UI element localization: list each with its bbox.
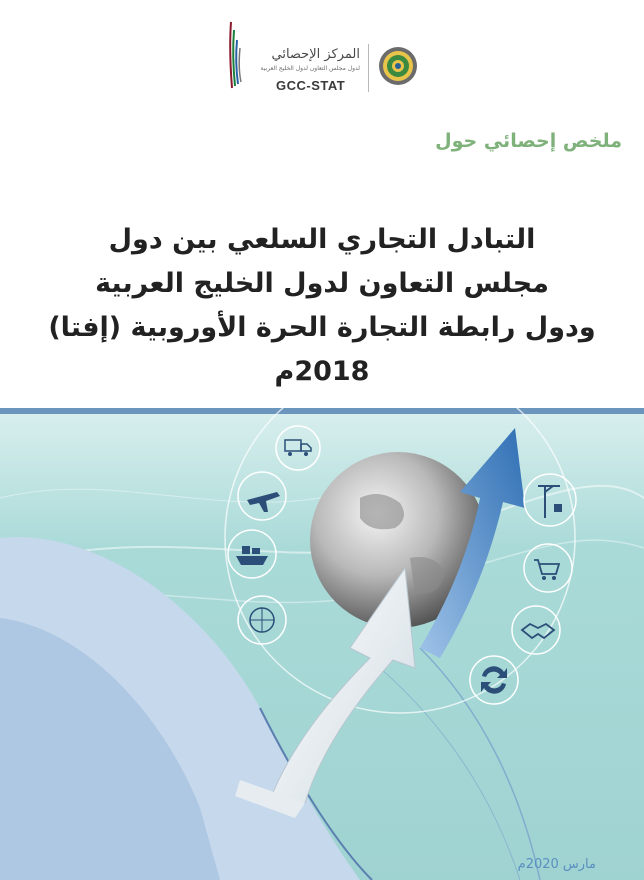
org-name-english: GCC-STAT — [276, 78, 346, 93]
logo-stripes-icon — [228, 20, 242, 90]
title-line: ودول رابطة التجارة الحرة الأوروبية (إفتا) — [48, 312, 596, 343]
logo-divider — [368, 44, 369, 92]
report-subtitle: ملخص إحصائي حول — [435, 130, 622, 152]
title-year: 2018م — [274, 356, 370, 387]
gcc-emblem-icon — [378, 46, 418, 86]
title-line: التبادل التجاري السلعي بين دول — [108, 224, 536, 255]
title-line: مجلس التعاون لدول الخليج العربية — [95, 268, 549, 299]
org-subtitle-arabic: لدول مجلس التعاون لدول الخليج العربية — [260, 65, 360, 72]
report-title — [40, 218, 604, 394]
publication-date: مارس 2020م — [517, 857, 596, 872]
cover-illustration — [0, 408, 644, 880]
org-name-arabic: المركز الإحصائي — [271, 47, 360, 62]
gcc-stat-logo — [228, 20, 428, 92]
